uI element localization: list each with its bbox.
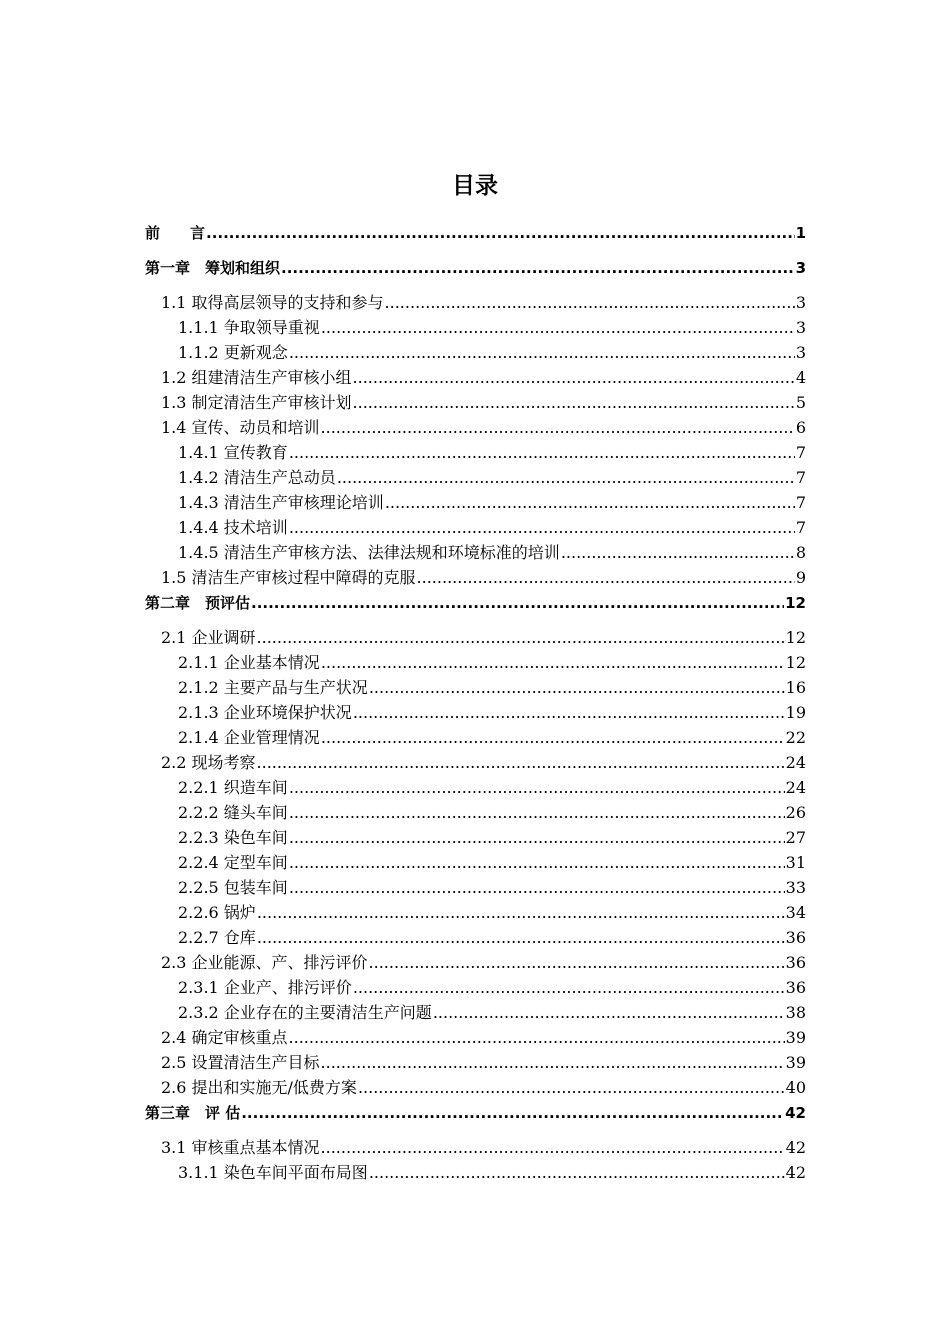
toc-page-number: 3 xyxy=(795,293,806,312)
toc-page-number: 34 xyxy=(785,903,806,922)
toc-title: 目录 xyxy=(452,173,498,199)
toc-entry-label: 2.2.4 定型车间 xyxy=(178,853,288,872)
toc-entry-sub[interactable] xyxy=(145,775,806,800)
dot-leader xyxy=(369,1160,785,1185)
dot-leader xyxy=(353,390,795,415)
toc-entry-sub[interactable] xyxy=(145,725,806,750)
toc-entry-sub[interactable] xyxy=(145,825,806,850)
toc-entry-sub[interactable] xyxy=(145,440,806,465)
dot-leader xyxy=(257,625,785,650)
dot-leader xyxy=(321,415,795,440)
toc-entry-sub[interactable] xyxy=(145,850,806,875)
dot-leader xyxy=(321,1050,785,1075)
toc-entry-label: 1.4.2 清洁生产总动员 xyxy=(178,468,336,487)
dot-leader xyxy=(257,900,785,925)
toc-page-number: 12 xyxy=(785,594,806,612)
dot-leader xyxy=(353,365,795,390)
dot-leader xyxy=(353,700,785,725)
toc-entry-section[interactable] xyxy=(145,390,806,415)
dot-leader xyxy=(289,440,795,465)
toc-entry-label: 2.2.3 染色车间 xyxy=(178,828,288,847)
toc-entry-section[interactable] xyxy=(145,1135,806,1160)
toc-page-number: 5 xyxy=(795,393,806,412)
toc-page-number: 33 xyxy=(785,878,806,897)
toc-entry-sub[interactable] xyxy=(145,515,806,540)
toc-entry-label: 2.2.2 缝头车间 xyxy=(178,803,288,822)
toc-entry-label: 1.3 制定清洁生产审核计划 xyxy=(161,393,352,412)
dot-leader xyxy=(241,1100,784,1126)
toc-entry-section[interactable] xyxy=(145,750,806,775)
toc-entry-sub[interactable] xyxy=(145,675,806,700)
toc-entry-label: 1.4 宣传、动员和培训 xyxy=(161,418,320,437)
dot-leader xyxy=(206,220,795,246)
toc-entry-label: 2.2.6 锅炉 xyxy=(178,903,256,922)
toc-entry-section[interactable] xyxy=(145,625,806,650)
toc-page-number: 27 xyxy=(785,828,806,847)
toc-page-number: 8 xyxy=(795,543,806,562)
toc-entry-label: 2.2.5 包装车间 xyxy=(178,878,288,897)
toc-page-number: 42 xyxy=(785,1104,806,1122)
toc-entry-label: 2.3.1 企业产、排污评价 xyxy=(178,978,352,997)
toc-page-number: 16 xyxy=(785,678,806,697)
toc-entry-section[interactable] xyxy=(145,415,806,440)
toc-entry-section[interactable] xyxy=(145,1075,806,1100)
toc-page-number: 6 xyxy=(795,418,806,437)
toc-page-number: 38 xyxy=(785,1003,806,1022)
dot-leader xyxy=(257,925,785,950)
toc-page-number: 19 xyxy=(785,703,806,722)
toc-entry-label: 2.2 现场考察 xyxy=(161,753,256,772)
toc-entry-label: 2.3.2 企业存在的主要清洁生产问题 xyxy=(178,1003,432,1022)
dot-leader xyxy=(321,315,795,340)
table-of-contents xyxy=(145,220,806,1185)
toc-page-number: 36 xyxy=(785,953,806,972)
toc-entry-chapter[interactable] xyxy=(145,1100,806,1126)
toc-page-number: 12 xyxy=(785,628,806,647)
toc-entry-label: 2.1 企业调研 xyxy=(161,628,256,647)
toc-entry-sub[interactable] xyxy=(145,800,806,825)
toc-entry-label: 第三章 评 估 xyxy=(145,1104,241,1122)
dot-leader xyxy=(289,850,785,875)
toc-entry-chapter[interactable] xyxy=(145,220,806,246)
toc-page-number: 36 xyxy=(785,928,806,947)
toc-entry-label: 1.5 清洁生产审核过程中障碍的克服 xyxy=(161,568,416,587)
dot-leader xyxy=(561,540,795,565)
toc-page-number: 9 xyxy=(795,568,806,587)
toc-page-number: 7 xyxy=(795,518,806,537)
toc-entry-section[interactable] xyxy=(145,290,806,315)
toc-entry-label: 1.1.1 争取领导重视 xyxy=(178,318,320,337)
toc-entry-sub[interactable] xyxy=(145,1000,806,1025)
toc-entry-chapter[interactable] xyxy=(145,590,806,616)
dot-leader xyxy=(385,290,795,315)
dot-leader xyxy=(289,1025,785,1050)
toc-entry-label: 1.4.1 宣传教育 xyxy=(178,443,288,462)
toc-entry-label: 3.1 审核重点基本情况 xyxy=(161,1138,320,1157)
toc-page-number: 7 xyxy=(795,468,806,487)
dot-leader xyxy=(321,650,785,675)
toc-entry-label: 前 言 xyxy=(145,224,206,242)
toc-entry-label: 2.3 企业能源、产、排污评价 xyxy=(161,953,368,972)
toc-entry-label: 第一章 筹划和组织 xyxy=(145,259,281,277)
toc-entry-chapter[interactable] xyxy=(145,255,806,281)
toc-entry-sub[interactable] xyxy=(145,700,806,725)
toc-entry-sub[interactable] xyxy=(145,900,806,925)
dot-leader xyxy=(289,875,785,900)
toc-entry-sub[interactable] xyxy=(145,925,806,950)
toc-entry-sub[interactable] xyxy=(145,490,806,515)
toc-page-number: 39 xyxy=(785,1053,806,1072)
toc-page-number: 7 xyxy=(795,443,806,462)
toc-entry-label: 2.4 确定审核重点 xyxy=(161,1028,288,1047)
toc-page-number: 4 xyxy=(795,368,806,387)
toc-entry-sub[interactable] xyxy=(145,465,806,490)
toc-entry-sub[interactable] xyxy=(145,875,806,900)
dot-leader xyxy=(353,975,785,1000)
toc-entry-label: 1.2 组建清洁生产审核小组 xyxy=(161,368,352,387)
toc-entry-sub[interactable] xyxy=(145,1160,806,1185)
dot-leader xyxy=(358,1075,785,1100)
dot-leader xyxy=(289,800,785,825)
toc-entry-label: 第二章 预评估 xyxy=(145,594,251,612)
toc-entry-section[interactable] xyxy=(145,1050,806,1075)
toc-page-number: 3 xyxy=(795,318,806,337)
dot-leader xyxy=(369,950,785,975)
toc-entry-label: 1.4.3 清洁生产审核理论培训 xyxy=(178,493,384,512)
toc-page-number: 40 xyxy=(785,1078,806,1097)
toc-page-number: 3 xyxy=(795,259,806,277)
dot-leader xyxy=(251,590,784,616)
toc-entry-sub[interactable] xyxy=(145,315,806,340)
toc-entry-label: 2.1.3 企业环境保护状况 xyxy=(178,703,352,722)
dot-leader xyxy=(321,725,785,750)
toc-entry-label: 2.2.1 织造车间 xyxy=(178,778,288,797)
toc-entry-sub[interactable] xyxy=(145,340,806,365)
toc-entry-sub[interactable] xyxy=(145,650,806,675)
toc-page-number: 26 xyxy=(785,803,806,822)
dot-leader xyxy=(289,515,795,540)
dot-leader xyxy=(289,775,785,800)
toc-page-number: 24 xyxy=(785,778,806,797)
toc-entry-label: 1.4.5 清洁生产审核方法、法律法规和环境标准的培训 xyxy=(178,543,560,562)
dot-leader xyxy=(281,255,795,281)
toc-entry-label: 2.1.4 企业管理情况 xyxy=(178,728,320,747)
dot-leader xyxy=(257,750,785,775)
toc-entry-label: 1.1 取得高层领导的支持和参与 xyxy=(161,293,384,312)
dot-leader xyxy=(385,490,795,515)
toc-entry-section[interactable] xyxy=(145,1025,806,1050)
dot-leader xyxy=(417,565,795,590)
toc-page-number: 39 xyxy=(785,1028,806,1047)
toc-page-number: 1 xyxy=(795,224,806,242)
toc-entry-label: 2.5 设置清洁生产目标 xyxy=(161,1053,320,1072)
dot-leader xyxy=(289,825,785,850)
dot-leader xyxy=(369,675,785,700)
toc-page-number: 3 xyxy=(795,343,806,362)
toc-page-number: 24 xyxy=(785,753,806,772)
toc-page-number: 22 xyxy=(785,728,806,747)
toc-entry-label: 1.4.4 技术培训 xyxy=(178,518,288,537)
toc-page-number: 42 xyxy=(785,1163,806,1182)
toc-page-number: 42 xyxy=(785,1138,806,1157)
dot-leader xyxy=(289,340,795,365)
toc-page-number: 36 xyxy=(785,978,806,997)
toc-page-number: 7 xyxy=(795,493,806,512)
toc-entry-section[interactable] xyxy=(145,950,806,975)
toc-entry-sub[interactable] xyxy=(145,975,806,1000)
dot-leader xyxy=(321,1135,785,1160)
toc-entry-label: 2.2.7 仓库 xyxy=(178,928,256,947)
toc-entry-label: 3.1.1 染色车间平面布局图 xyxy=(178,1163,368,1182)
toc-page-number: 12 xyxy=(785,653,806,672)
toc-entry-label: 1.1.2 更新观念 xyxy=(178,343,288,362)
toc-entry-section[interactable] xyxy=(145,565,806,590)
toc-page-number: 31 xyxy=(785,853,806,872)
toc-entry-label: 2.1.2 主要产品与生产状况 xyxy=(178,678,368,697)
dot-leader xyxy=(337,465,795,490)
toc-entry-label: 2.1.1 企业基本情况 xyxy=(178,653,320,672)
dot-leader xyxy=(433,1000,785,1025)
toc-entry-sub[interactable] xyxy=(145,540,806,565)
toc-entry-section[interactable] xyxy=(145,365,806,390)
toc-entry-label: 2.6 提出和实施无/低费方案 xyxy=(161,1078,357,1097)
